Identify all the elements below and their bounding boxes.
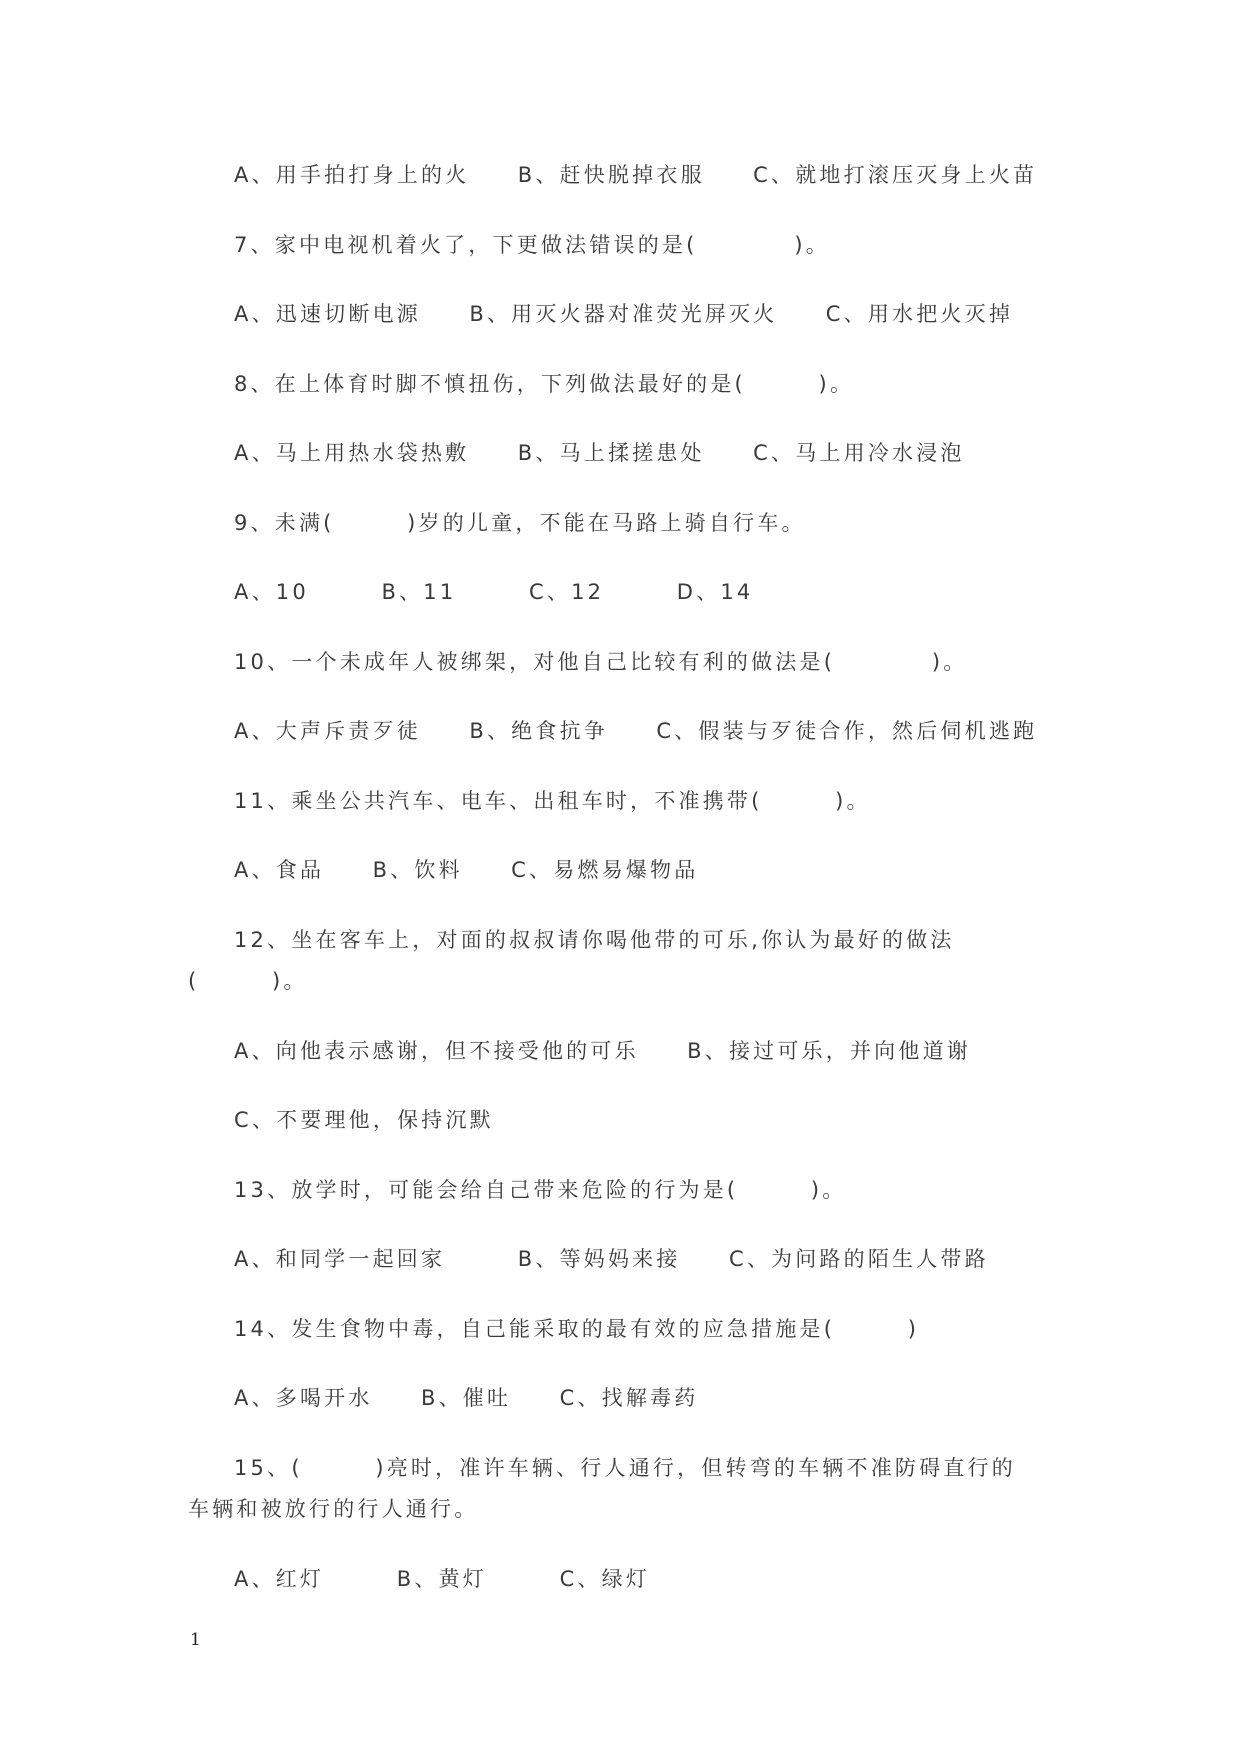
- options-q12-a-b: A、向他表示感谢，但不接受他的可乐 B、接过可乐，并向他道谢: [234, 1039, 971, 1063]
- question-10: 10、一个未成年人被绑架，对他自己比较有利的做法是( )。: [234, 650, 968, 674]
- question-14: 14、发生食物中毒，自己能采取的最有效的应急措施是( ): [234, 1317, 920, 1341]
- options-q6: A、用手拍打身上的火 B、赶快脱掉衣服 C、就地打滚压灭身上火苗: [234, 163, 1038, 187]
- question-15: 15、( )亮时，准许车辆、行人通行，但转弯的车辆不准防碍直行的: [234, 1456, 1016, 1480]
- options-q11: A、食品 B、饮料 C、易燃易爆物品: [234, 858, 699, 882]
- question-11: 11、乘坐公共汽车、电车、出租车时，不准携带( )。: [234, 789, 871, 813]
- options-q14: A、多喝开水 B、催吐 C、找解毒药: [234, 1386, 699, 1410]
- question-8: 8、在上体育时脚不慎扭伤，下列做法最好的是( )。: [234, 372, 855, 396]
- options-q12-c: C、不要理他，保持沉默: [234, 1108, 494, 1132]
- options-q7: A、迅速切断电源 B、用灭火器对准荧光屏灭火 C、用水把火灭掉: [234, 302, 1014, 326]
- question-12: 12、坐在客车上，对面的叔叔请你喝他带的可乐,你认为最好的做法: [234, 928, 955, 952]
- options-q13: A、和同学一起回家 B、等妈妈来接 C、为问路的陌生人带路: [234, 1247, 989, 1271]
- options-q15: A、红灯 B、黄灯 C、绿灯: [234, 1567, 651, 1591]
- question-13: 13、放学时，可能会给自己带来危险的行为是( )。: [234, 1178, 847, 1202]
- page-number: 1: [190, 1630, 201, 1650]
- options-q10: A、大声斥责歹徒 B、绝食抗争 C、假装与歹徒合作，然后伺机逃跑: [234, 719, 1038, 743]
- question-9: 9、未满( )岁的儿童，不能在马路上骑自行车。: [234, 511, 806, 535]
- question-12-continued: ( )。: [188, 969, 308, 993]
- question-7: 7、家中电视机着火了，下更做法错误的是( )。: [234, 233, 830, 257]
- options-q8: A、马上用热水袋热敷 B、马上揉搓患处 C、马上用冷水浸泡: [234, 441, 965, 465]
- question-15-continued: 车辆和被放行的行人通行。: [188, 1497, 479, 1521]
- options-q9: A、10 B、11 C、12 D、14: [234, 580, 754, 604]
